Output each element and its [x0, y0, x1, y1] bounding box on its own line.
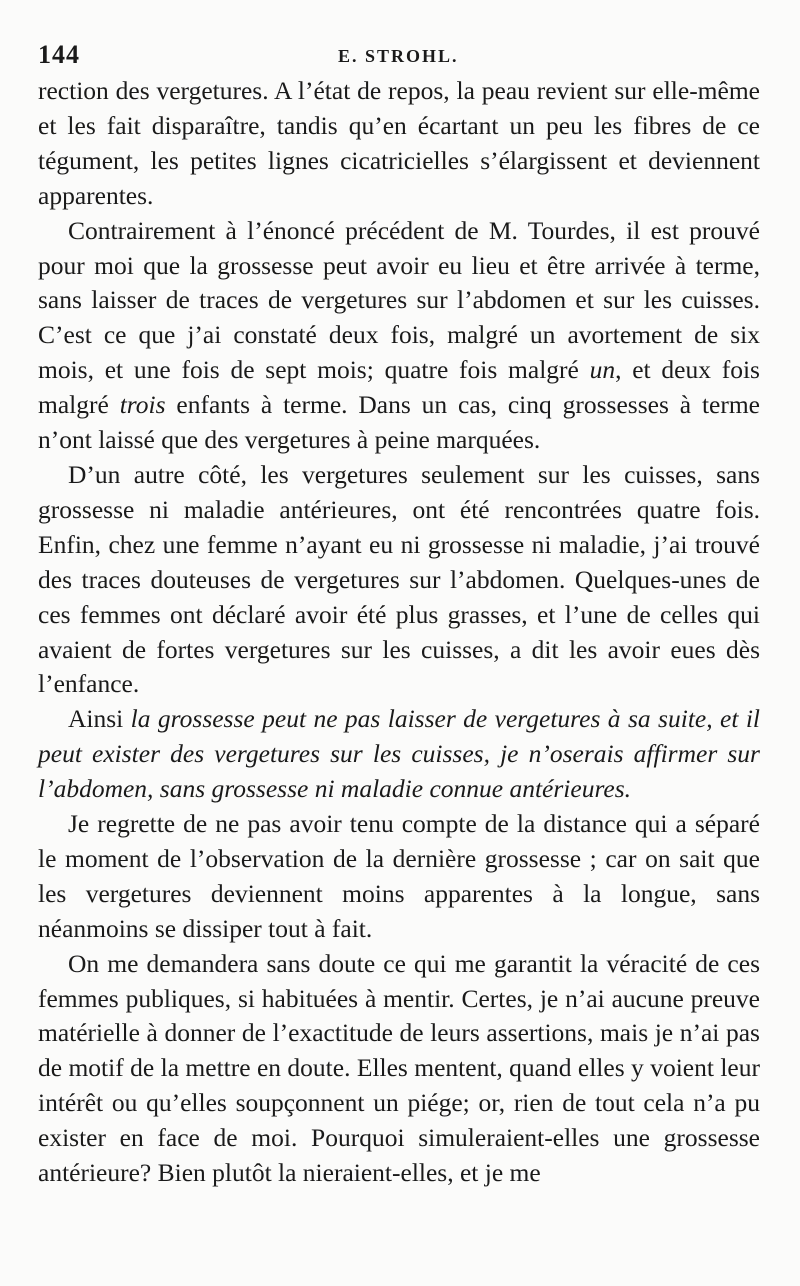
- text-run: , et deux fois malgré: [38, 355, 760, 420]
- text-run: On me demandera sans doute ce qui me garantit la véracité de ces femmes publiques, si habituées à mentir. Certes, je n’ai aucune preuve matérielle à donner de l’exactitude de leurs assertions, mais je n’ai pas de motif de la mettre en doute. Elles mentent, quand elles y voient leur intérêt ou qu’elles soupçonnent un piége; or, rien de tout cela n’a pu exister en face de moi. Pourquoi simuleraient-elles une grossesse antérieure? Bien plutôt la nieraient-elles, et je me: [38, 948, 760, 1188]
- text-run: Je regrette de ne pas avoir tenu compte de la distance qui a séparé le moment de l’observation de la dernière grossesse ; car on sait que les vergetures deviennent moins apparentes à la longue, sans néanmoins se dissiper tout à fait.: [38, 809, 760, 943]
- running-head: E. STROHL.: [338, 46, 459, 66]
- text-run: Contrairement à l’énoncé précédent de M. Tourdes, il est prouvé pour moi que la grossesse peut avoir eu lieu et être arrivée à terme, sans laisser de traces de vergetures sur l’abdomen et sur les cuisses. C’est ce que j’ai constaté deux fois, malgré un avortement de six mois, et une fois de sept mois; quatre fois malgré: [38, 215, 760, 385]
- page-number: 144: [38, 40, 80, 69]
- text-run: D’un autre côté, les vergetures seulement sur les cuisses, sans grossesse ni maladie antérieures, ont été rencontrées quatre fois. Enfin, chez une femme n’ayant eu ni grossesse ni maladie, j’ai trouvé des traces douteuses de vergetures sur l’abdomen. Quelques-unes de ces femmes ont déclaré avoir été plus grasses, et l’une de celles qui avaient de fortes vergetures sur les cuisses, a dit les avoir eues dès l’enfance.: [38, 459, 760, 699]
- paragraph: [38, 807, 760, 947]
- italic-text: trois: [119, 390, 166, 420]
- paragraph: [38, 458, 760, 702]
- text-run: enfants à terme. Dans un cas, cinq grossesses à terme n’ont laissé que des vergetures à peine marquées.: [38, 390, 760, 455]
- text-run: rection des vergetures. A l’état de repos, la peau revient sur elle-même et les fait disparaître, tandis qu’en écartant un peu les fibres de ce tégument, les petites lignes cicatricielles s’élargissent et deviennent apparentes.: [38, 76, 760, 210]
- italic-text: un: [589, 355, 616, 385]
- paragraph: [38, 702, 760, 807]
- paragraph: [38, 214, 760, 458]
- paragraph: [38, 947, 760, 1191]
- page-header: [38, 40, 758, 70]
- italic-text: la grossesse peut ne pas laisser de vergetures à sa suite, et il peut exister des vergetures sur les cuisses, je n’oserais affirmer sur l’abdomen, sans grossesse ni maladie connue antérieures.: [38, 704, 760, 804]
- paragraph: [38, 74, 760, 214]
- text-run: Ainsi: [68, 704, 131, 734]
- body-text: [38, 74, 760, 1191]
